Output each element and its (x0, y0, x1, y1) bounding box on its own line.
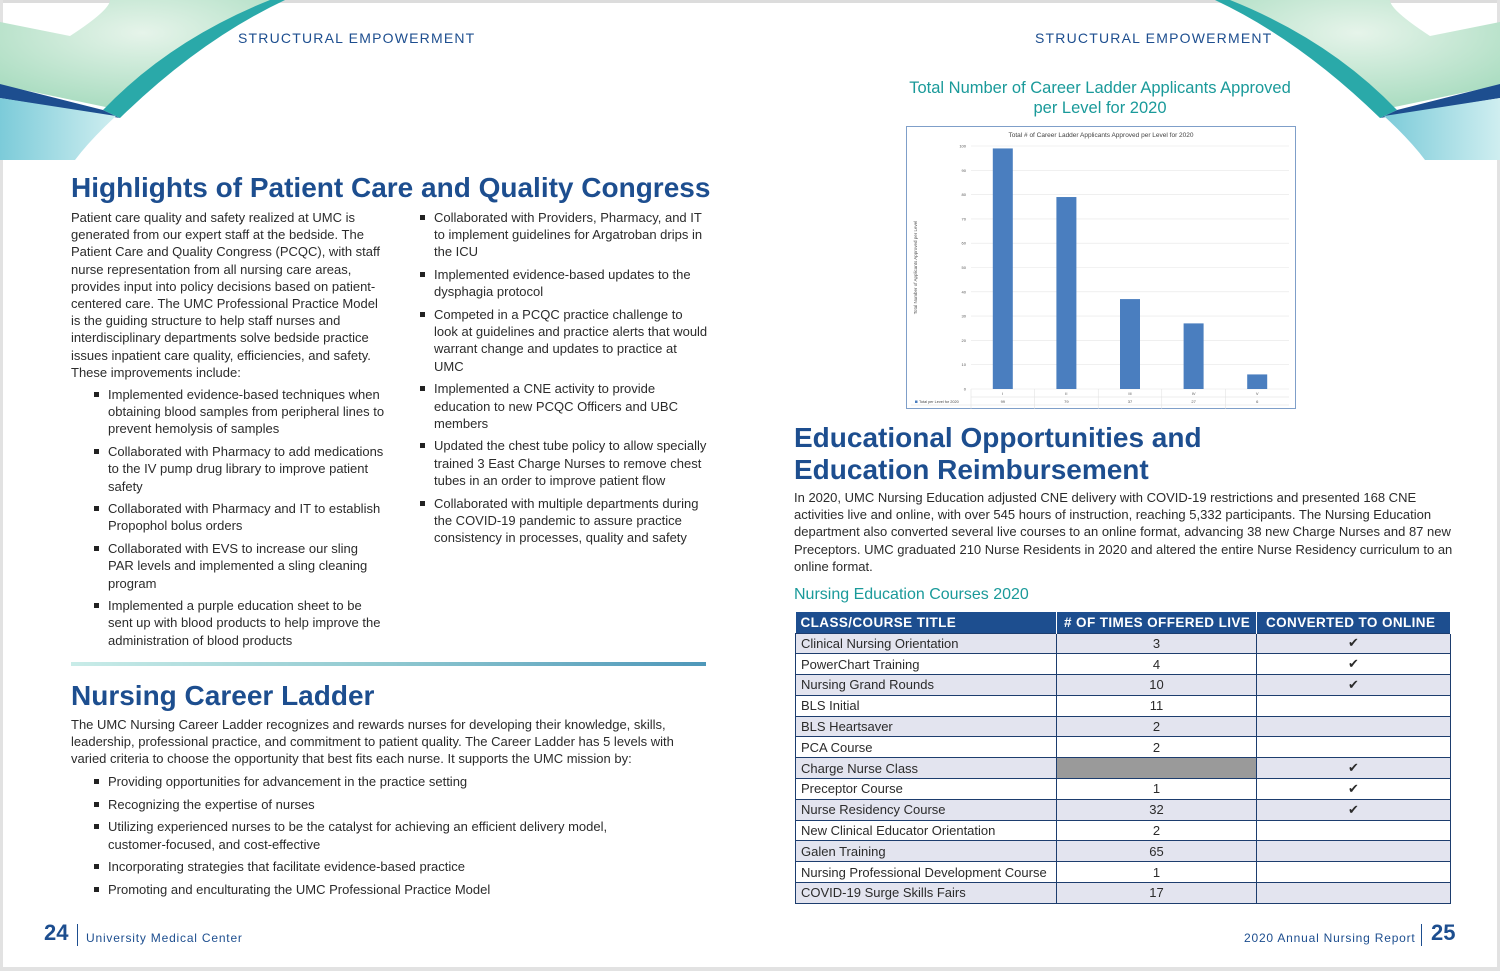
col-header-title: CLASS/COURSE TITLE (796, 612, 1057, 633)
data-value-label: 27 (1191, 399, 1196, 404)
highlights-bullets-col1 (94, 386, 386, 654)
table-row (796, 758, 1451, 779)
table-row (796, 654, 1451, 675)
table-row (796, 633, 1451, 654)
table-row (796, 820, 1451, 841)
footer-divider-right (1421, 924, 1422, 946)
bullet-item: Promoting and enculturating the UMC Professional Practice Model (94, 881, 654, 898)
y-tick-label: 60 (961, 240, 966, 246)
table-row (796, 779, 1451, 800)
converted-online-check: ✔ (1257, 633, 1451, 654)
education-title-line2: Education Reimbursement (794, 454, 1149, 485)
converted-online-check (1257, 695, 1451, 716)
bullet-item: Implemented a purple education sheet to be sent up with blood products to help improve the administration of blood products (94, 597, 386, 649)
table-row (796, 841, 1451, 862)
y-tick-label: 40 (961, 289, 966, 295)
courses-table (795, 612, 1451, 904)
bullet-item: Collaborated with multiple departments during the COVID-19 pandemic to assure practice consistency in processes, quality and safety (420, 495, 710, 547)
data-value-label: 79 (1064, 399, 1069, 404)
section-tag-left: STRUCTURAL EMPOWERMENT (238, 30, 476, 46)
chart-title: Total # of Career Ladder Applicants Approved per Level for 2020 (1008, 132, 1194, 139)
y-tick-label: 10 (961, 362, 966, 368)
table-row (796, 695, 1451, 716)
career-intro: The UMC Nursing Career Ladder recognizes and rewards nurses for developing their knowledge, skills, leadership, professional practice, and commitment to patient quality. The Career Ladder has 5 levels with varied criteria to choose the opportunity that best fits each nurse. It supports the UMC mission by: (71, 717, 674, 767)
legend-label: Total per Level for 2020 (919, 400, 959, 404)
times-offered-live: 1 (1057, 862, 1257, 883)
table-row (796, 883, 1451, 904)
course-title: PowerChart Training (796, 654, 1057, 675)
bullet-item: Utilizing experienced nurses to be the catalyst for achieving an efficient delivery model, customer-focused, and cost-effective (94, 818, 654, 852)
highlights-intro: Patient care quality and safety realized at UMC is generated from our expert staff at the bedside. The Patient Care and Quality Congress (PCQC), with staff nurse representation from all nursing care areas, provides input into policy decisions based on patient-centered care. The UMC Professional Practice Model is the guiding structure to help staff nurses and interdisciplinary departments solve bedside practice issues inpatient care quality, efficiencies, and safety. These improvements include: (71, 210, 380, 380)
table-row (796, 737, 1451, 758)
x-tick-label: III (1128, 391, 1132, 396)
career-bullets (94, 773, 654, 904)
course-title: Preceptor Course (796, 779, 1057, 800)
footer-left: University Medical Center (86, 931, 243, 945)
course-title: PCA Course (796, 737, 1057, 758)
chart-heading: Total Number of Career Ladder Applicants Approved per Level for 2020 (909, 79, 1291, 117)
course-title: Nursing Professional Development Course (796, 862, 1057, 883)
times-offered-live: 2 (1057, 820, 1257, 841)
highlights-title: Highlights of Patient Care and Quality Congress (71, 172, 711, 203)
y-tick-label: 0 (963, 386, 966, 392)
table-row (796, 862, 1451, 883)
education-body: In 2020, UMC Nursing Education adjusted CNE delivery with COVID-19 restrictions and presented 168 CNE activities live and online, with over 545 hours of instruction, reaching 5,332 participants. The Nursing Education department also converted several live courses to an online format, advancing 38 new Charge Nurses and 87 new Preceptors. UMC graduated 210 Nurse Residents in 2020 and altered the entire Nurse Residency curriculum to an online format. (794, 490, 1453, 574)
y-tick-label: 80 (961, 192, 966, 198)
times-offered-live: 4 (1057, 654, 1257, 675)
table-row (796, 716, 1451, 737)
footer-divider (77, 924, 78, 946)
data-value-label: 6 (1256, 399, 1259, 404)
course-title: COVID-19 Surge Skills Fairs (796, 883, 1057, 904)
converted-online-check: ✔ (1257, 654, 1451, 675)
course-title: Charge Nurse Class (796, 758, 1057, 779)
y-tick-label: 30 (961, 313, 966, 319)
course-title: Clinical Nursing Orientation (796, 633, 1057, 654)
education-title-line1: Educational Opportunities and (794, 422, 1202, 453)
bar-IV (1184, 323, 1204, 389)
converted-online-check (1257, 841, 1451, 862)
bullet-item: Collaborated with EVS to increase our sling PAR levels and implemented a sling cleaning program (94, 540, 386, 592)
converted-online-check (1257, 883, 1451, 904)
section-divider (71, 662, 706, 666)
converted-online-check (1257, 737, 1451, 758)
bullet-item: Implemented evidence-based updates to the dysphagia protocol (420, 266, 710, 300)
converted-online-check: ✔ (1257, 758, 1451, 779)
times-offered-live: 2 (1057, 716, 1257, 737)
career-title: Nursing Career Ladder (71, 680, 375, 711)
page-number-right: 25 (1431, 920, 1456, 945)
course-title: New Clinical Educator Orientation (796, 820, 1057, 841)
x-tick-label: II (1065, 391, 1068, 396)
bullet-item: Providing opportunities for advancement in the practice setting (94, 773, 654, 790)
x-tick-label: I (1002, 391, 1004, 396)
bar-V (1247, 374, 1267, 389)
course-title: Nursing Grand Rounds (796, 675, 1057, 696)
bullet-item: Collaborated with Providers, Pharmacy, and IT to implement guidelines for Argatroban drips in the ICU (420, 209, 710, 261)
bar-I (993, 148, 1013, 389)
converted-online-check (1257, 716, 1451, 737)
times-offered-live: 32 (1057, 799, 1257, 820)
times-offered-live: 10 (1057, 675, 1257, 696)
y-tick-label: 90 (961, 167, 966, 173)
converted-online-check: ✔ (1257, 799, 1451, 820)
course-title: Nurse Residency Course (796, 799, 1057, 820)
bullet-item: Updated the chest tube policy to allow specially trained 3 East Charge Nurses to remove chest tubes in an order to improve patient flow (420, 437, 710, 489)
table-row (796, 675, 1451, 696)
converted-online-check: ✔ (1257, 779, 1451, 800)
section-tag-right: STRUCTURAL EMPOWERMENT (1035, 30, 1273, 46)
bullet-item: Implemented evidence-based techniques when obtaining blood samples from peripheral lines to prevent hemolysis of samples (94, 386, 386, 438)
times-offered-live: 3 (1057, 633, 1257, 654)
converted-online-check (1257, 820, 1451, 841)
bullet-item: Incorporating strategies that facilitate evidence-based practice (94, 858, 654, 875)
course-title: Galen Training (796, 841, 1057, 862)
page-number-left: 24 (44, 920, 69, 945)
times-offered-live: 17 (1057, 883, 1257, 904)
times-offered-live: 65 (1057, 841, 1257, 862)
bullet-item: Collaborated with Pharmacy and IT to establish Propophol bolus orders (94, 500, 386, 534)
y-tick-label: 100 (959, 143, 966, 149)
footer-right: 2020 Annual Nursing Report (1244, 931, 1416, 945)
bullet-item: Recognizing the expertise of nurses (94, 796, 654, 813)
times-offered-live (1057, 758, 1257, 779)
table-row (796, 799, 1451, 820)
converted-online-check (1257, 862, 1451, 883)
bullet-item: Implemented a CNE activity to provide education to new PCQC Officers and UBC members (420, 380, 710, 432)
table-title: Nursing Education Courses 2020 (794, 586, 1029, 603)
bullet-item: Collaborated with Pharmacy to add medications to the IV pump drug library to improve patient safety (94, 443, 386, 495)
col-header-online: CONVERTED TO ONLINE (1257, 612, 1451, 633)
y-axis-label: Total Number of Applicants Approved per Level (913, 220, 918, 315)
times-offered-live: 1 (1057, 779, 1257, 800)
y-tick-label: 20 (961, 337, 966, 343)
col-header-live: # OF TIMES OFFERED LIVE (1057, 612, 1257, 633)
highlights-bullets-col2 (420, 209, 710, 552)
times-offered-live: 2 (1057, 737, 1257, 758)
career-ladder-chart (906, 126, 1296, 409)
data-value-label: 99 (1000, 399, 1006, 404)
y-tick-label: 70 (961, 216, 966, 222)
bullet-item: Competed in a PCQC practice challenge to look at guidelines and practice alerts that would warrant change and updates to practice at UMC (420, 306, 710, 375)
bar-III (1120, 299, 1140, 389)
bar-II (1056, 197, 1076, 389)
course-title: BLS Initial (796, 695, 1057, 716)
x-tick-label: IV (1191, 391, 1196, 396)
y-tick-label: 50 (961, 265, 966, 270)
converted-online-check: ✔ (1257, 675, 1451, 696)
data-value-label: 37 (1127, 399, 1133, 404)
x-tick-label: V (1255, 391, 1259, 396)
course-title: BLS Heartsaver (796, 716, 1057, 737)
legend-swatch (915, 401, 918, 404)
times-offered-live: 11 (1057, 695, 1257, 716)
